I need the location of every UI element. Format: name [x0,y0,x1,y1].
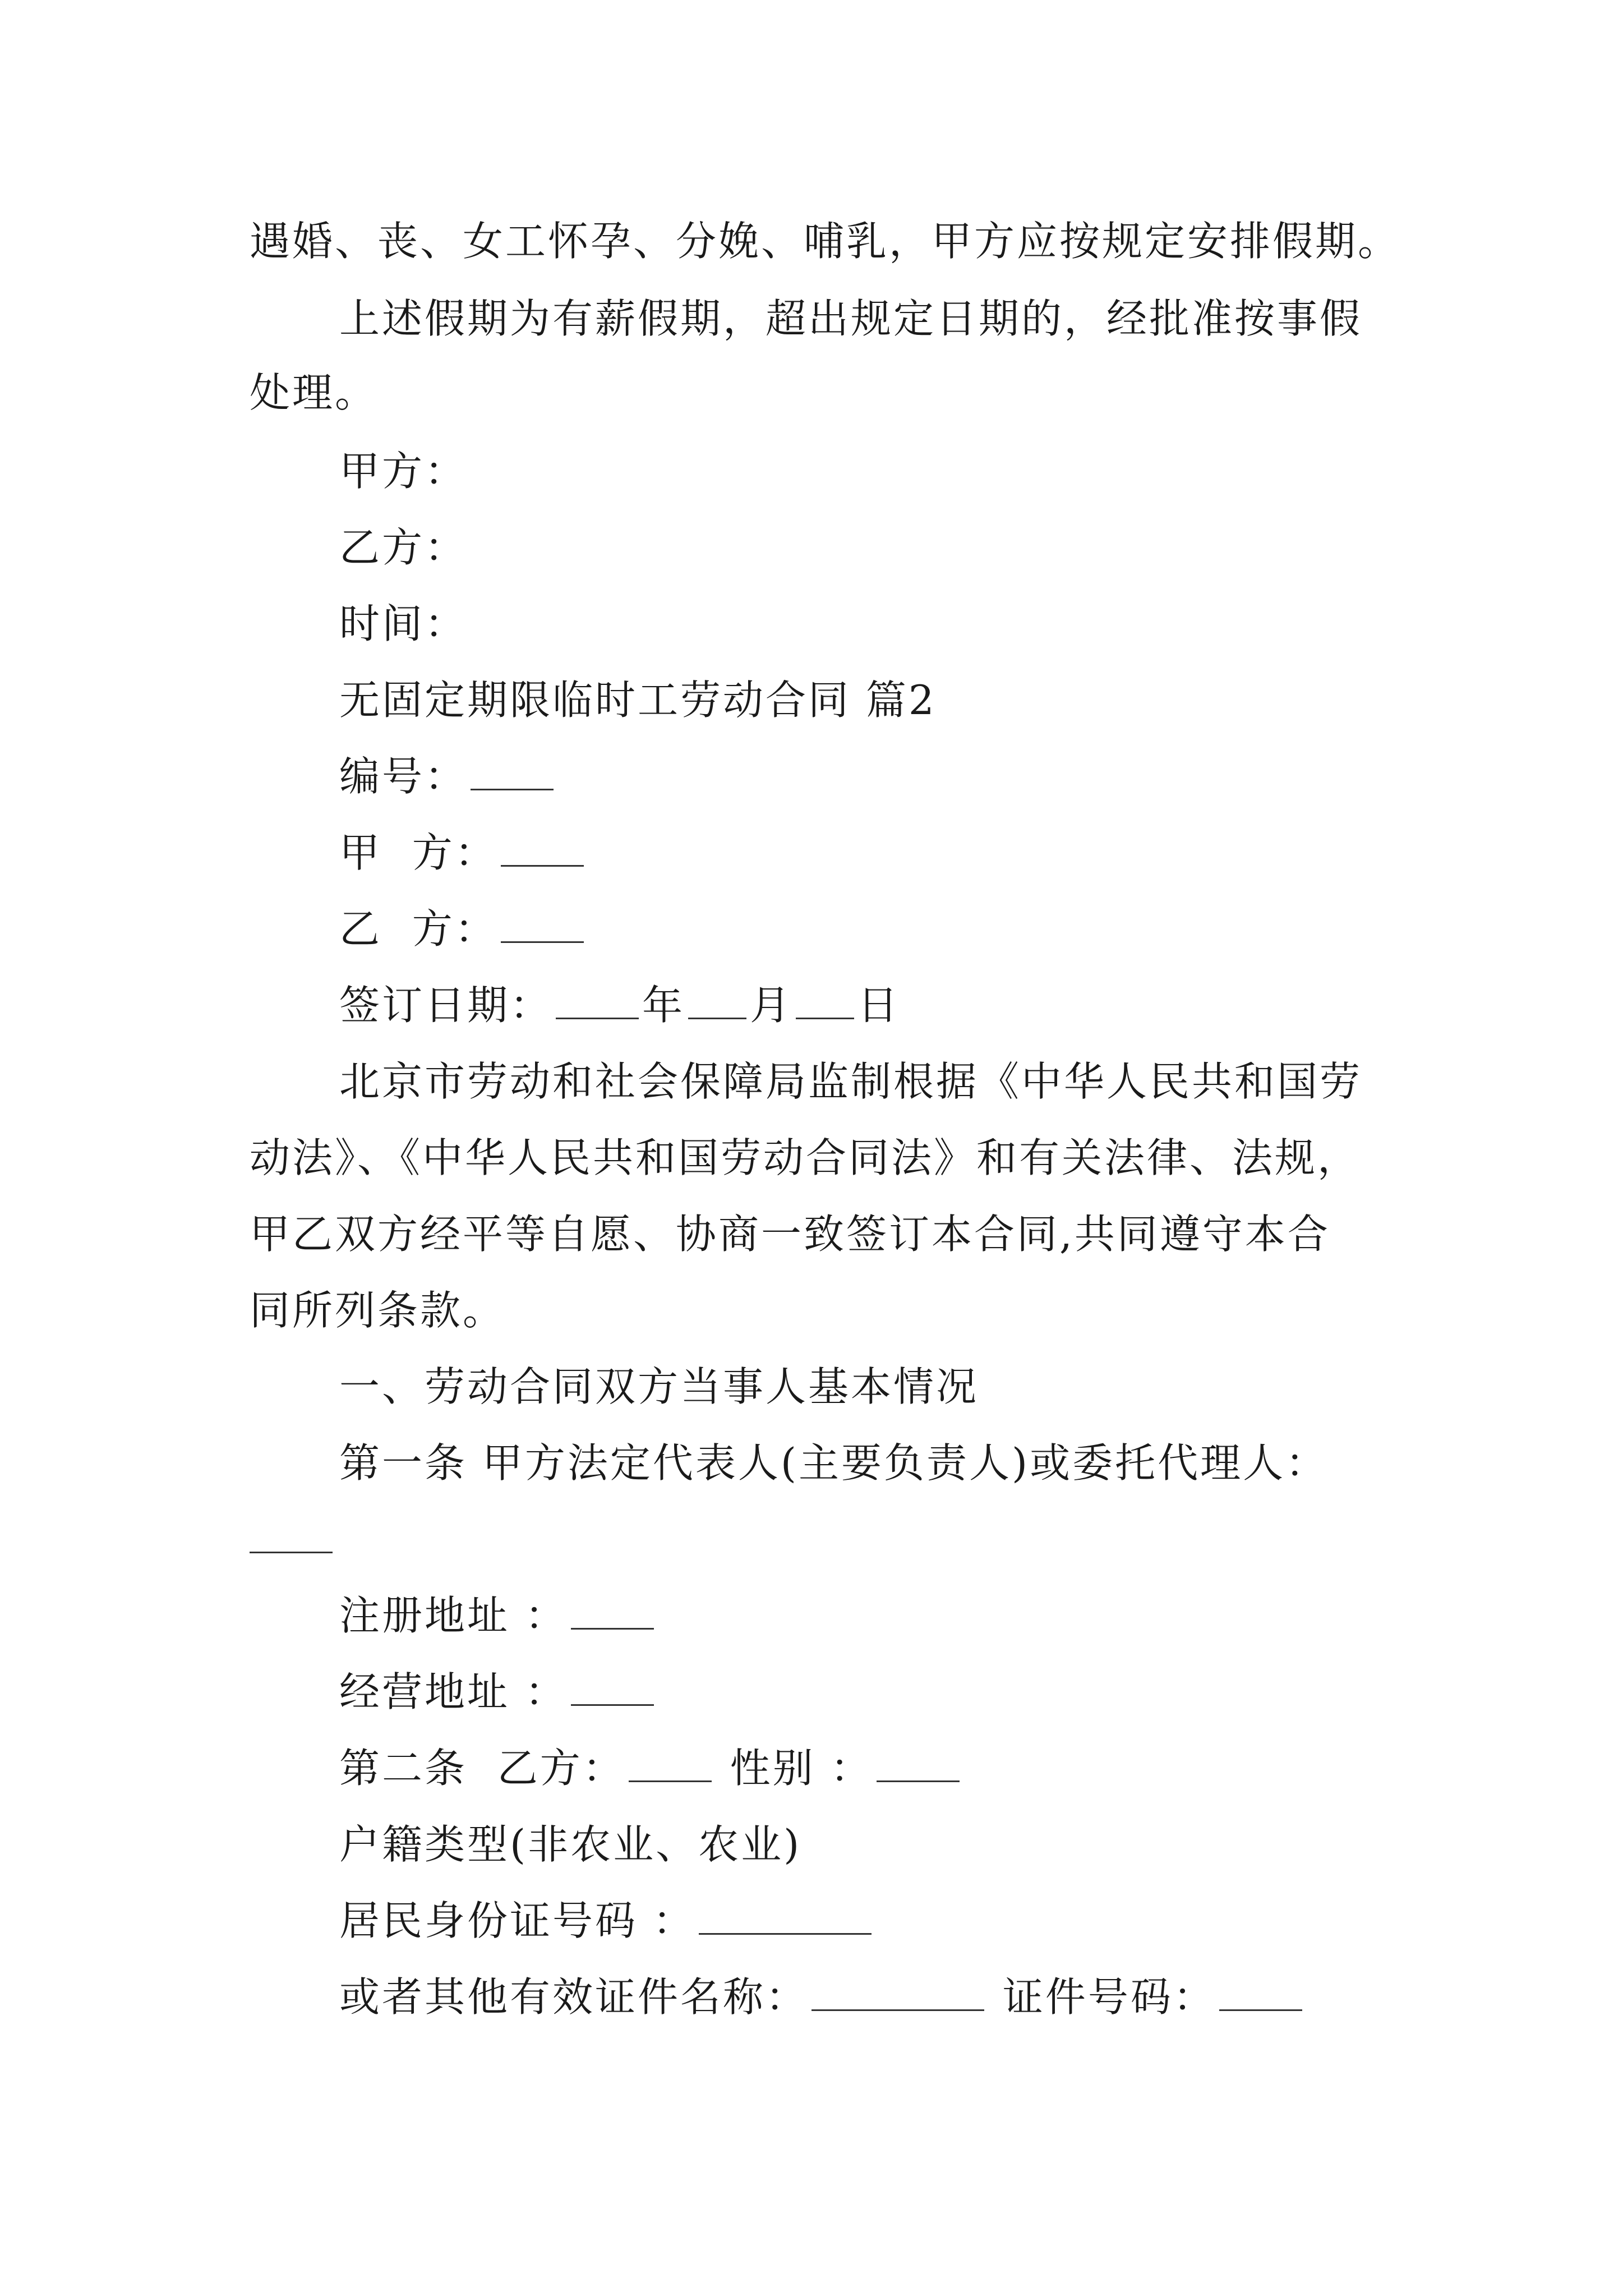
id-number-line [339,1893,875,1949]
id-number-label: 居民身份证号码 ： [339,1897,695,1944]
contract-number [339,748,557,804]
paragraph-leave: 遇婚、丧、女工怀孕、分娩、哺乳，甲方应按规定安排假期。 [250,218,1401,265]
other-id-label: 或者其他有效证件名称： [339,1973,809,2021]
contract-number-blank [471,754,554,790]
cert-number-blank [1219,1975,1302,2011]
section-heading-1: 一、劳动合同双方当事人基本情况 [339,1363,979,1410]
sign-date-label: 签订日期： [339,982,553,1029]
business-address-line [339,1664,657,1720]
party-b-line [339,901,587,957]
party-a-line [339,825,587,881]
article-2-line [339,1740,963,1796]
sign-date-line [339,977,900,1033]
paragraph-paid-leave-line2: 处理。 [250,369,378,416]
paragraph-paid-leave-line1: 上述假期为有薪假期，超出规定日期的，经批准按事假 [339,295,1363,342]
article-2-label: 第二条 乙方： [339,1745,625,1792]
party-b-name-blank [629,1746,712,1782]
party-a-blank [501,830,584,867]
article-1-blank-line [250,1511,336,1567]
intro-line1: 北京市劳动和社会保障局监制根据《中华人民共和国劳 [339,1058,1363,1105]
representative-blank [250,1517,333,1553]
business-address-blank [571,1669,654,1706]
registered-address-label: 注册地址 ： [339,1592,568,1639]
month-label: 月 [750,982,793,1029]
registered-address-line [339,1588,657,1644]
day-blank [796,983,854,1019]
registered-address-blank [571,1593,654,1630]
contract-number-label: 编号： [339,753,468,800]
gender-blank [877,1746,960,1782]
other-id-line [339,1969,1306,2025]
gender-label: 性别 ： [730,1745,873,1792]
id-number-blank [699,1898,872,1935]
cert-number-label: 证件号码： [1002,1973,1216,2021]
year-label: 年 [642,982,685,1029]
intro-line4: 同所列条款。 [250,1287,506,1334]
hukou-type: 户籍类型(非农业、农业) [339,1821,802,1868]
signature-time: 时间： [339,600,468,647]
party-b-label: 乙 方： [339,905,497,953]
year-blank [556,983,639,1019]
day-label: 日 [857,982,901,1029]
other-id-blank [811,1975,984,2011]
article-1: 第一条 甲方法定代表人(主要负责人)或委托代理人： [339,1439,1329,1487]
party-a-label: 甲 方： [339,829,497,876]
contract-title: 无固定期限临时工劳动合同 篇2 [339,677,937,724]
intro-line2: 动法》、《中华人民共和国劳动合同法》和有关法律、法规， [250,1134,1361,1181]
signature-party-b: 乙方： [339,524,468,571]
signature-party-a: 甲方： [339,448,468,495]
month-blank [688,983,746,1019]
business-address-label: 经营地址 ： [339,1668,568,1715]
party-b-blank [501,907,584,943]
intro-line3: 甲乙双方经平等自愿、协商一致签订本合同,共同遵守本合 [250,1211,1330,1258]
